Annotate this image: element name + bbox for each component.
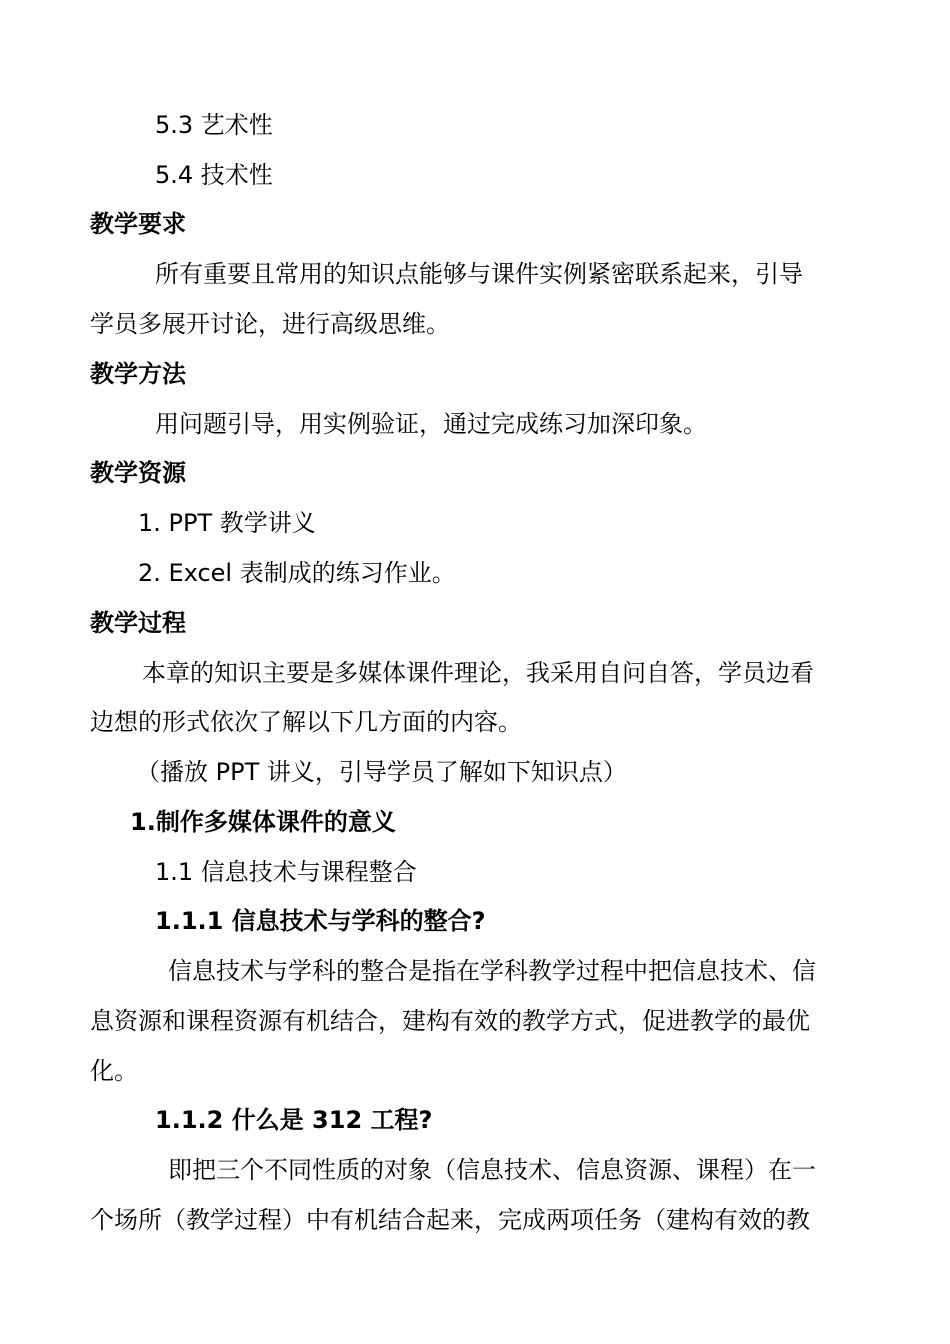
heading-teaching-resources: 教学资源 bbox=[90, 459, 186, 487]
paragraph-process-line-2: 边想的形式依次了解以下几方面的内容。 bbox=[90, 708, 522, 736]
paragraph-1-1-2-line-2: 个场所（教学过程）中有机结合起来，完成两项任务（建构有效的教 bbox=[90, 1206, 810, 1234]
heading-1-1-2: 1.1.2 什么是 312 工程? bbox=[155, 1106, 433, 1134]
resource-item-2: 2. Excel 表制成的练习作业。 bbox=[138, 559, 456, 587]
paragraph-process-line-1: 本章的知识主要是多媒体课件理论，我采用自问自答，学员边看 bbox=[142, 659, 814, 687]
heading-teaching-requirements: 教学要求 bbox=[90, 210, 186, 238]
heading-teaching-process: 教学过程 bbox=[90, 609, 186, 637]
paragraph-1-1-1-line-1: 信息技术与学科的整合是指在学科教学过程中把信息技术、信 bbox=[168, 957, 816, 985]
resource-item-1: 1. PPT 教学讲义 bbox=[138, 509, 316, 537]
subsection-5-3: 5.3 艺术性 bbox=[155, 111, 273, 139]
paragraph-1-1-1-line-3: 化。 bbox=[90, 1057, 138, 1085]
paragraph-1-1-2-line-1: 即把三个不同性质的对象（信息技术、信息资源、课程）在一 bbox=[168, 1156, 816, 1184]
paragraph-methods: 用问题引导，用实例验证，通过完成练习加深印象。 bbox=[155, 410, 707, 438]
subsection-5-4: 5.4 技术性 bbox=[155, 161, 273, 189]
subsection-1-1: 1.1 信息技术与课程整合 bbox=[155, 858, 417, 886]
paragraph-requirements-line-1: 所有重要且常用的知识点能够与课件实例紧密联系起来，引导 bbox=[155, 260, 803, 288]
heading-teaching-methods: 教学方法 bbox=[90, 360, 186, 388]
paragraph-play-ppt: （播放 PPT 讲义，引导学员了解如下知识点） bbox=[136, 758, 627, 786]
heading-section-1: 1.制作多媒体课件的意义 bbox=[130, 808, 396, 836]
paragraph-1-1-1-line-2: 息资源和课程资源有机结合，建构有效的教学方式，促进教学的最优 bbox=[90, 1007, 810, 1035]
paragraph-requirements-line-2: 学员多展开讨论，进行高级思维。 bbox=[90, 310, 450, 338]
heading-1-1-1: 1.1.1 信息技术与学科的整合? bbox=[155, 907, 486, 935]
